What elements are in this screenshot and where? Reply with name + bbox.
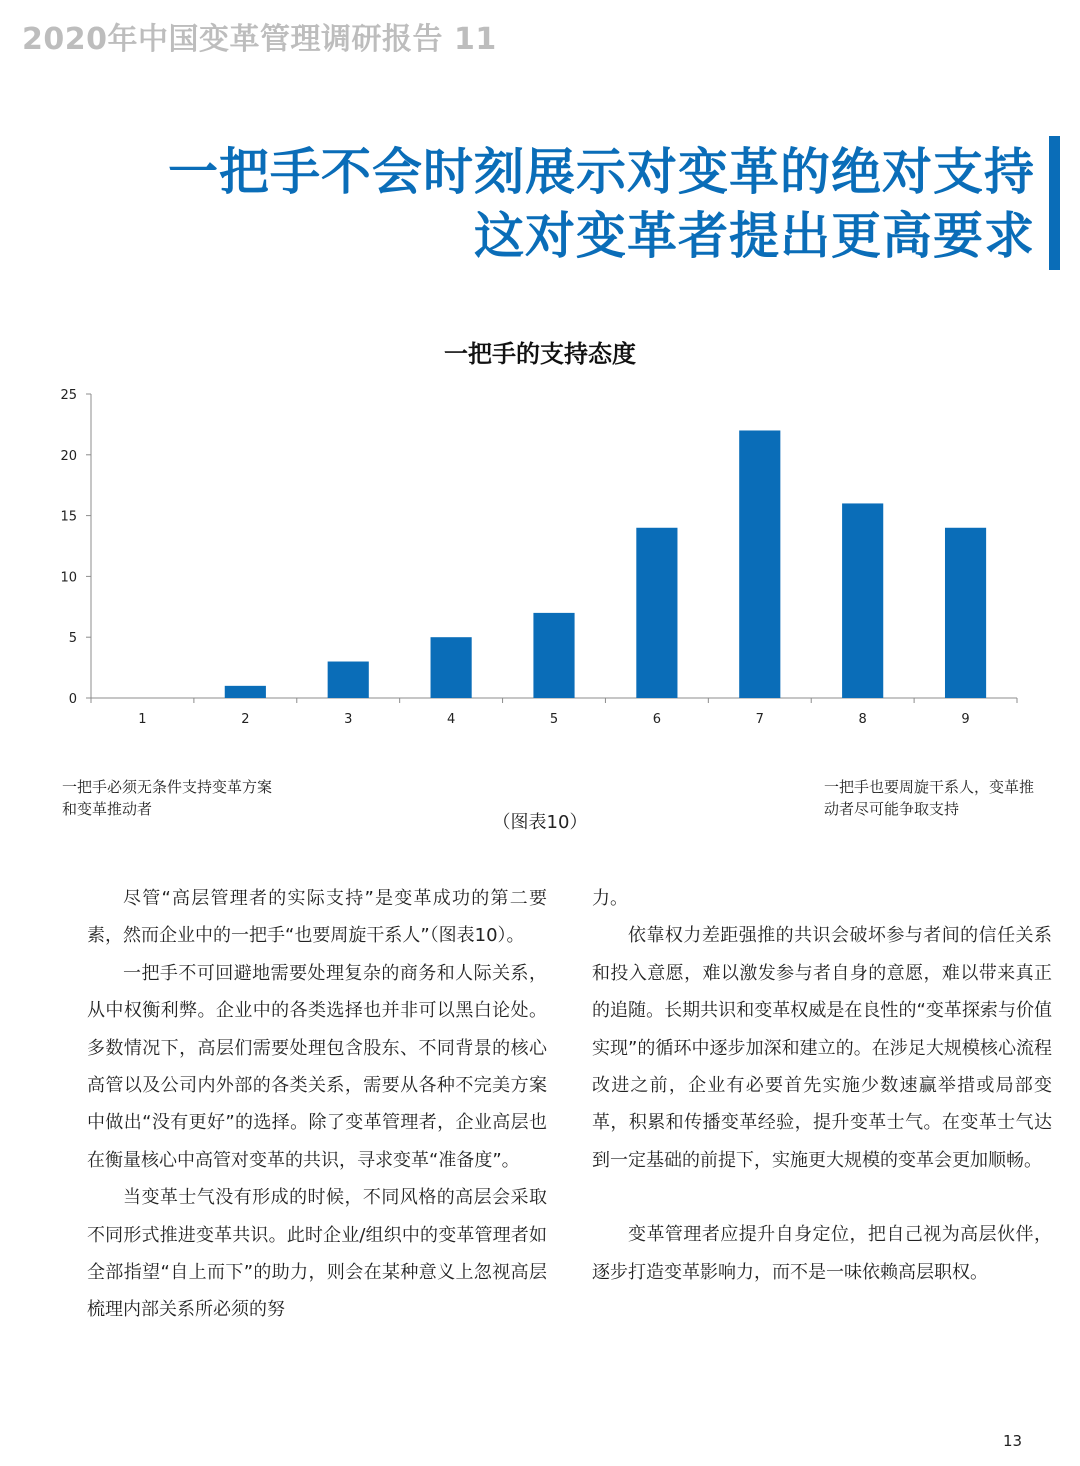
page-number: 13: [1003, 1432, 1023, 1450]
chart-labels: [60, 388, 969, 727]
y-tick-label: 15: [60, 509, 77, 525]
bar-4: [431, 637, 472, 698]
headline-line-2: 这对变革者提出更高要求: [474, 207, 1035, 265]
body-paragraph: 尽管“高层管理者的实际支持”是变革成功的第二要素，然而企业中的一把手“也要周旋干系人”（图表10）。: [87, 888, 547, 947]
body-paragraph: 力。: [592, 888, 628, 909]
x-tick-label: 3: [344, 712, 353, 727]
bar-8: [842, 503, 883, 698]
x-tick-label: 9: [961, 712, 970, 727]
bar-7: [739, 430, 780, 698]
x-tick-label: 5: [549, 712, 559, 727]
headline-line-1: 一把手不会时刻展示对变革的绝对支持: [168, 143, 1035, 201]
chart-note-left: 一把手必须无条件支持变革方案和变革推动者: [62, 778, 273, 818]
bar-3: [328, 662, 369, 698]
body-paragraph: 依靠权力差距强推的共识会破坏参与者间的信任关系和投入意愿，难以激发参与者自身的意愿，难以带来真正的追随。长期共识和变革权威是在良性的“变革探索与价值实现”的循环中逐步加深和建立的。在涉足大规模核心流程改进之前，企业有必要首先实施少数速赢举措或局部变革，积累和传播变革经验，提升变革士气。在变革士气达到一定基础的前提下，实施更大规模的变革会更加顺畅。: [592, 925, 1052, 1171]
chart-note-right: 一把手也要周旋干系人，变革推动者尽可能争取支持: [824, 778, 1035, 818]
bar-6: [636, 528, 677, 698]
bar-2: [225, 686, 266, 698]
body-paragraph: 变革管理者应提升自身定位，把自己视为高层伙伴，逐步打造变革影响力，而不是一味依赖高层职权。: [592, 1224, 1052, 1283]
y-tick-label: 5: [68, 631, 77, 647]
x-tick-label: 4: [446, 712, 456, 727]
x-tick-label: 7: [755, 712, 764, 727]
bar-5: [533, 613, 574, 698]
chart-caption: （图表10）: [492, 812, 588, 833]
body-column-left: [87, 880, 547, 1329]
y-tick-label: 0: [68, 692, 77, 707]
y-tick-label: 25: [60, 388, 77, 403]
bar-9: [945, 528, 986, 698]
body-column-right: [592, 880, 1052, 1291]
chart-title: 一把手的支持态度: [444, 340, 636, 368]
y-tick-label: 10: [60, 570, 77, 586]
page-headline: [75, 140, 1035, 268]
x-tick-label: 2: [241, 712, 250, 727]
y-tick-label: 20: [60, 448, 77, 464]
x-tick-label: 8: [858, 712, 867, 727]
body-paragraph: 当变革士气没有形成的时候，不同风格的高层会采取不同形式推进变革共识。此时企业/组织中的变革管理者如全部指望“自上而下”的助力，则会在某种意义上忽视高层梳理内部关系所必须的努: [87, 1187, 547, 1321]
running-header: 2020年中国变革管理调研报告 11: [22, 22, 497, 57]
chart-bars: [225, 430, 986, 698]
x-tick-label: 1: [138, 712, 147, 727]
headline-accent-bar: [1049, 136, 1060, 270]
bar-chart: [0, 380, 1080, 730]
x-tick-label: 6: [652, 712, 662, 727]
body-paragraph: 一把手不可回避地需要处理复杂的商务和人际关系，从中权衡利弊。企业中的各类选择也并非可以黑白论处。多数情况下，高层们需要处理包含股东、不同背景的核心高管以及公司内外部的各类关系，需要从各种不完美方案中做出“没有更好”的选择。除了变革管理者，企业高层也在衡量核心中高管对变革的共识，寻求变革“准备度”。: [87, 962, 547, 1171]
